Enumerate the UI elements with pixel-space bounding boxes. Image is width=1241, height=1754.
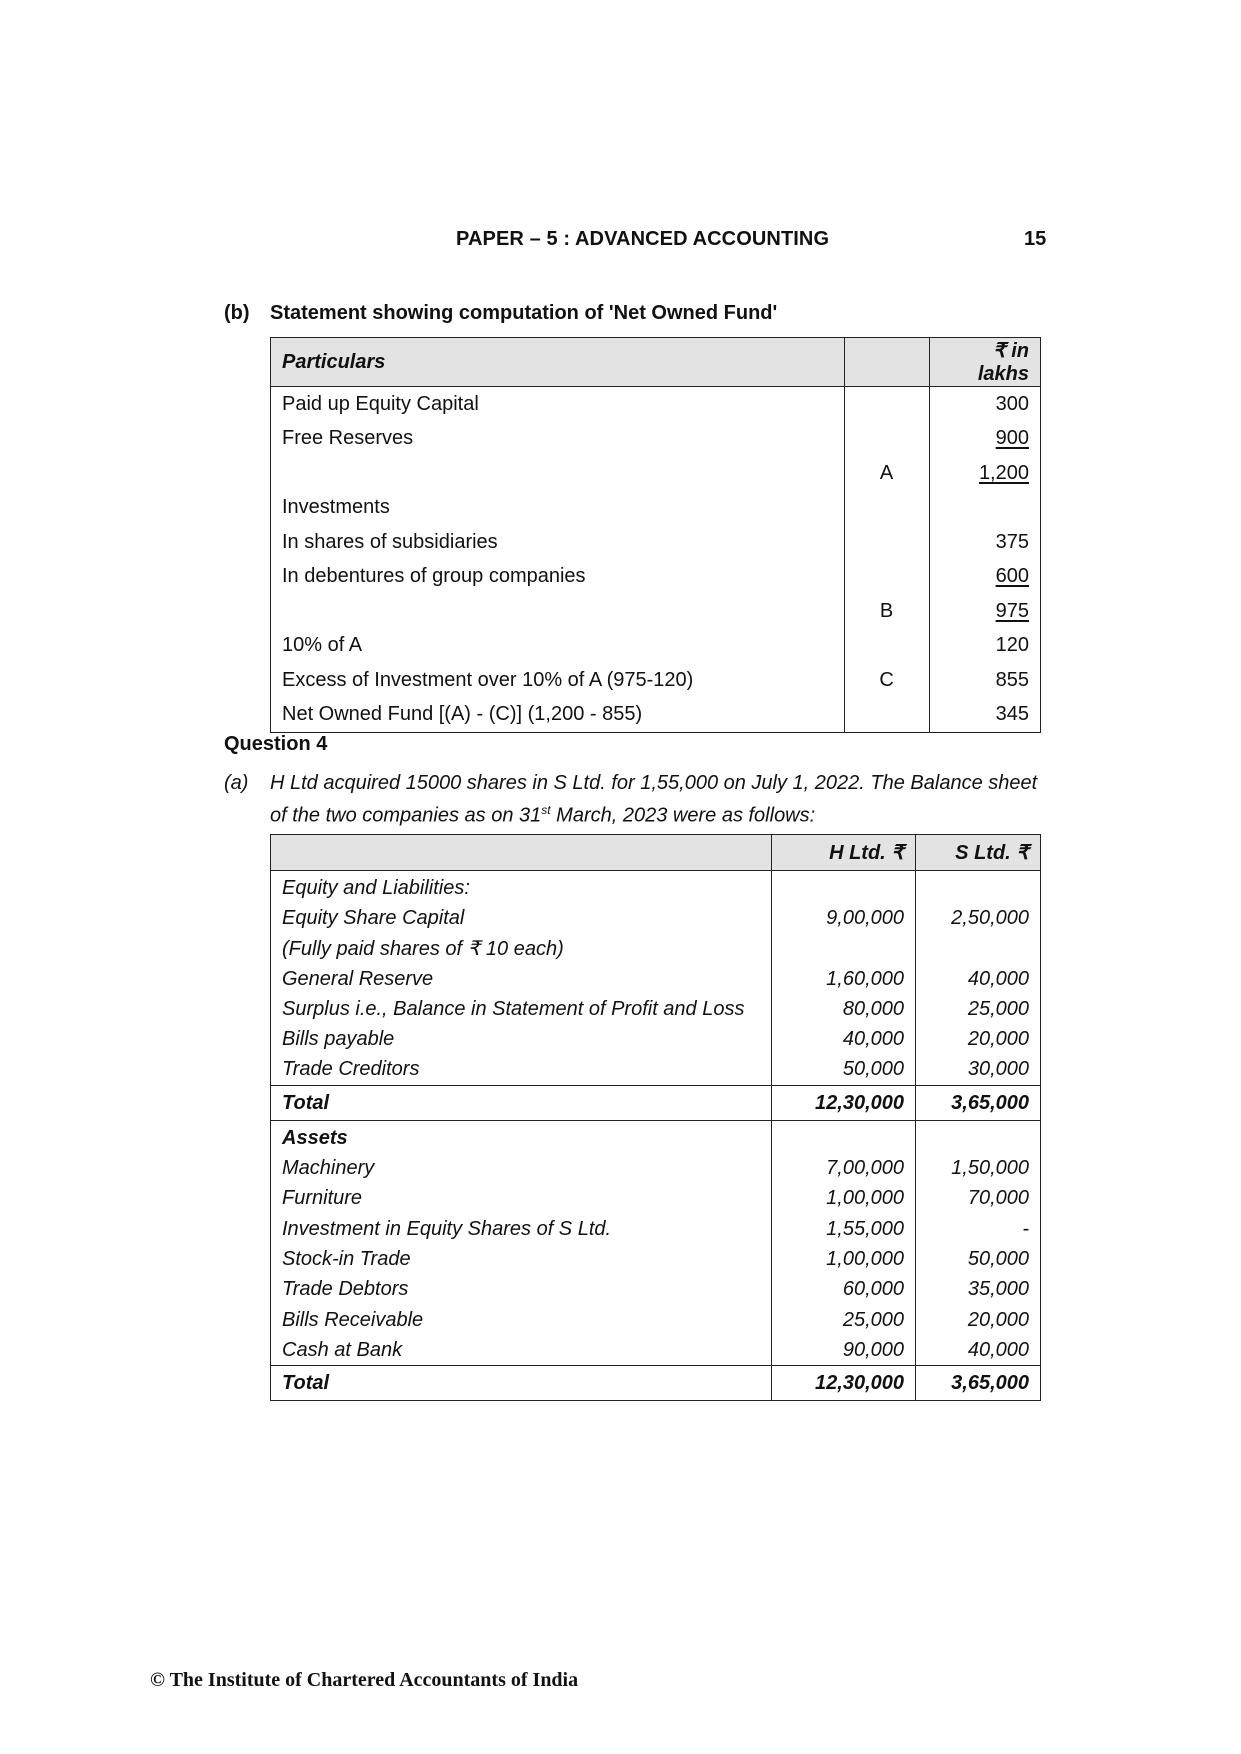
amount-cell bbox=[929, 422, 1040, 457]
question-part-label: (a) bbox=[224, 772, 249, 794]
header-particulars: Particulars bbox=[271, 338, 845, 387]
s-ltd-cell: 35,000 bbox=[916, 1275, 1041, 1305]
amount-cell bbox=[929, 594, 1040, 629]
table-row bbox=[271, 491, 1041, 526]
amount-cell bbox=[929, 491, 1040, 526]
table-header-row bbox=[271, 835, 1041, 871]
amount-cell bbox=[929, 387, 1040, 422]
table-row bbox=[271, 1244, 1041, 1274]
total-row bbox=[271, 1366, 1041, 1401]
ref-cell: B bbox=[844, 594, 929, 629]
table-row bbox=[271, 629, 1041, 664]
table-row bbox=[271, 560, 1041, 595]
s-ltd-cell: 50,000 bbox=[916, 1244, 1041, 1274]
assets-heading: Assets bbox=[271, 1121, 772, 1154]
table-row bbox=[271, 1305, 1041, 1335]
table-row bbox=[271, 525, 1041, 560]
amount-cell bbox=[929, 456, 1040, 491]
label-cell: Cash at Bank bbox=[271, 1335, 772, 1366]
amount-cell bbox=[929, 525, 1040, 560]
table-header-row bbox=[271, 338, 1041, 387]
ref-cell bbox=[844, 560, 929, 595]
h-ltd-cell: 40,000 bbox=[771, 1024, 915, 1054]
s-ltd-cell: - bbox=[916, 1214, 1041, 1244]
amount-value: 975 bbox=[995, 599, 1029, 622]
h-ltd-cell: 9,00,000 bbox=[771, 903, 915, 933]
label-cell: (Fully paid shares of ₹ 10 each) bbox=[271, 934, 772, 964]
amount-value: 120 bbox=[995, 634, 1029, 657]
label-cell: Furniture bbox=[271, 1184, 772, 1214]
ref-cell bbox=[844, 525, 929, 560]
s-ltd-cell: 25,000 bbox=[916, 994, 1041, 1024]
assets-heading-row bbox=[271, 1121, 1041, 1154]
s-ltd-cell: 70,000 bbox=[916, 1184, 1041, 1214]
s-ltd-cell: 2,50,000 bbox=[916, 903, 1041, 933]
amount-value: 345 bbox=[995, 703, 1029, 726]
h-ltd-cell: 12,30,000 bbox=[771, 1086, 915, 1121]
empty-cell bbox=[916, 1121, 1041, 1154]
amount-value: 300 bbox=[995, 392, 1029, 415]
label-cell: Total bbox=[271, 1366, 772, 1401]
table-row bbox=[271, 903, 1041, 933]
particulars-cell: In debentures of group companies bbox=[271, 560, 845, 595]
h-ltd-cell: 12,30,000 bbox=[771, 1366, 915, 1401]
question-title: Question 4 bbox=[224, 733, 328, 755]
net-owned-fund-table bbox=[270, 337, 1041, 733]
particulars-cell: Net Owned Fund [(A) - (C)] (1,200 - 855) bbox=[271, 698, 845, 733]
table-row bbox=[271, 594, 1041, 629]
particulars-cell: Investments bbox=[271, 491, 845, 526]
h-ltd-cell: 25,000 bbox=[771, 1305, 915, 1335]
label-cell: Bills Receivable bbox=[271, 1305, 772, 1335]
footer-copyright: © The Institute of Chartered Accountants of India bbox=[150, 1669, 579, 1691]
s-ltd-cell bbox=[916, 871, 1041, 904]
question-text-before: H Ltd acquired 15000 shares in S Ltd. for 1,55,000 on July 1, 2022. The Balance sheet of the two companies as on 31 bbox=[270, 772, 1038, 827]
header-s-ltd: S Ltd. ₹ bbox=[916, 835, 1041, 871]
s-ltd-cell: 20,000 bbox=[916, 1305, 1041, 1335]
ref-cell bbox=[844, 698, 929, 733]
ref-cell bbox=[844, 491, 929, 526]
page-header bbox=[0, 228, 1241, 254]
amount-cell bbox=[929, 560, 1040, 595]
header-ref bbox=[844, 338, 929, 387]
section-b-heading bbox=[224, 302, 777, 325]
total-row bbox=[271, 1086, 1041, 1121]
h-ltd-cell: 1,00,000 bbox=[771, 1244, 915, 1274]
h-ltd-cell: 1,60,000 bbox=[771, 964, 915, 994]
table-row bbox=[271, 871, 1041, 904]
particulars-cell bbox=[271, 456, 845, 491]
s-ltd-cell bbox=[916, 934, 1041, 964]
question-text-after: March, 2023 were as follows: bbox=[550, 804, 816, 827]
table-row bbox=[271, 964, 1041, 994]
s-ltd-cell: 3,65,000 bbox=[916, 1366, 1041, 1401]
ref-cell: C bbox=[844, 663, 929, 698]
net-owned-fund-body bbox=[271, 387, 1041, 733]
table-row bbox=[271, 1214, 1041, 1244]
s-ltd-cell: 20,000 bbox=[916, 1024, 1041, 1054]
label-cell: Stock-in Trade bbox=[271, 1244, 772, 1274]
balance-sheet-body bbox=[271, 871, 1041, 1401]
particulars-cell: In shares of subsidiaries bbox=[271, 525, 845, 560]
label-cell: Equity Share Capital bbox=[271, 903, 772, 933]
ref-cell bbox=[844, 422, 929, 457]
h-ltd-cell: 80,000 bbox=[771, 994, 915, 1024]
label-cell: Trade Debtors bbox=[271, 1275, 772, 1305]
s-ltd-cell: 3,65,000 bbox=[916, 1086, 1041, 1121]
s-ltd-cell: 1,50,000 bbox=[916, 1153, 1041, 1183]
table-row bbox=[271, 1024, 1041, 1054]
h-ltd-cell bbox=[771, 934, 915, 964]
particulars-cell: Paid up Equity Capital bbox=[271, 387, 845, 422]
table-row bbox=[271, 1055, 1041, 1086]
amount-value: 1,200 bbox=[978, 461, 1029, 484]
balance-sheet-table bbox=[270, 834, 1041, 1401]
ref-cell bbox=[844, 387, 929, 422]
empty-cell bbox=[771, 1121, 915, 1154]
table-row bbox=[271, 422, 1041, 457]
amount-cell bbox=[929, 629, 1040, 664]
amount-value: 900 bbox=[995, 427, 1029, 450]
amount-cell bbox=[929, 663, 1040, 698]
section-b-label: (b) bbox=[224, 302, 250, 324]
amount-value: 375 bbox=[995, 530, 1029, 553]
table-row bbox=[271, 1153, 1041, 1183]
question-superscript: st bbox=[541, 803, 551, 817]
table-row bbox=[271, 387, 1041, 422]
h-ltd-cell: 1,55,000 bbox=[771, 1214, 915, 1244]
table-row bbox=[271, 1275, 1041, 1305]
s-ltd-cell: 30,000 bbox=[916, 1055, 1041, 1086]
label-cell: Equity and Liabilities: bbox=[271, 871, 772, 904]
header-amount: ₹ in lakhs bbox=[929, 338, 1040, 387]
amount-value: 855 bbox=[995, 668, 1029, 691]
amount-cell bbox=[929, 698, 1040, 733]
table-row bbox=[271, 994, 1041, 1024]
particulars-cell: 10% of A bbox=[271, 629, 845, 664]
label-cell: Total bbox=[271, 1086, 772, 1121]
header-blank bbox=[271, 835, 772, 871]
table-row bbox=[271, 456, 1041, 491]
amount-value: 600 bbox=[995, 565, 1029, 588]
header-h-ltd: H Ltd. ₹ bbox=[771, 835, 915, 871]
h-ltd-cell: 90,000 bbox=[771, 1335, 915, 1366]
label-cell: Investment in Equity Shares of S Ltd. bbox=[271, 1214, 772, 1244]
page-number: 15 bbox=[1024, 228, 1047, 250]
table-row bbox=[271, 663, 1041, 698]
s-ltd-cell: 40,000 bbox=[916, 964, 1041, 994]
particulars-cell: Free Reserves bbox=[271, 422, 845, 457]
paper-title: PAPER – 5 : ADVANCED ACCOUNTING bbox=[456, 228, 830, 250]
ref-cell bbox=[844, 629, 929, 664]
particulars-cell bbox=[271, 594, 845, 629]
table-row bbox=[271, 934, 1041, 964]
label-cell: Trade Creditors bbox=[271, 1055, 772, 1086]
ref-cell: A bbox=[844, 456, 929, 491]
label-cell: Surplus i.e., Balance in Statement of Profit and Loss bbox=[271, 994, 772, 1024]
s-ltd-cell: 40,000 bbox=[916, 1335, 1041, 1366]
h-ltd-cell: 50,000 bbox=[771, 1055, 915, 1086]
h-ltd-cell: 1,00,000 bbox=[771, 1184, 915, 1214]
table-row bbox=[271, 1335, 1041, 1366]
table-row bbox=[271, 698, 1041, 733]
h-ltd-cell bbox=[771, 871, 915, 904]
table-row bbox=[271, 1184, 1041, 1214]
label-cell: General Reserve bbox=[271, 964, 772, 994]
h-ltd-cell: 60,000 bbox=[771, 1275, 915, 1305]
question-body bbox=[270, 770, 1050, 830]
particulars-cell: Excess of Investment over 10% of A (975-120) bbox=[271, 663, 845, 698]
label-cell: Machinery bbox=[271, 1153, 772, 1183]
h-ltd-cell: 7,00,000 bbox=[771, 1153, 915, 1183]
label-cell: Bills payable bbox=[271, 1024, 772, 1054]
section-b-title: Statement showing computation of 'Net Owned Fund' bbox=[270, 302, 778, 324]
